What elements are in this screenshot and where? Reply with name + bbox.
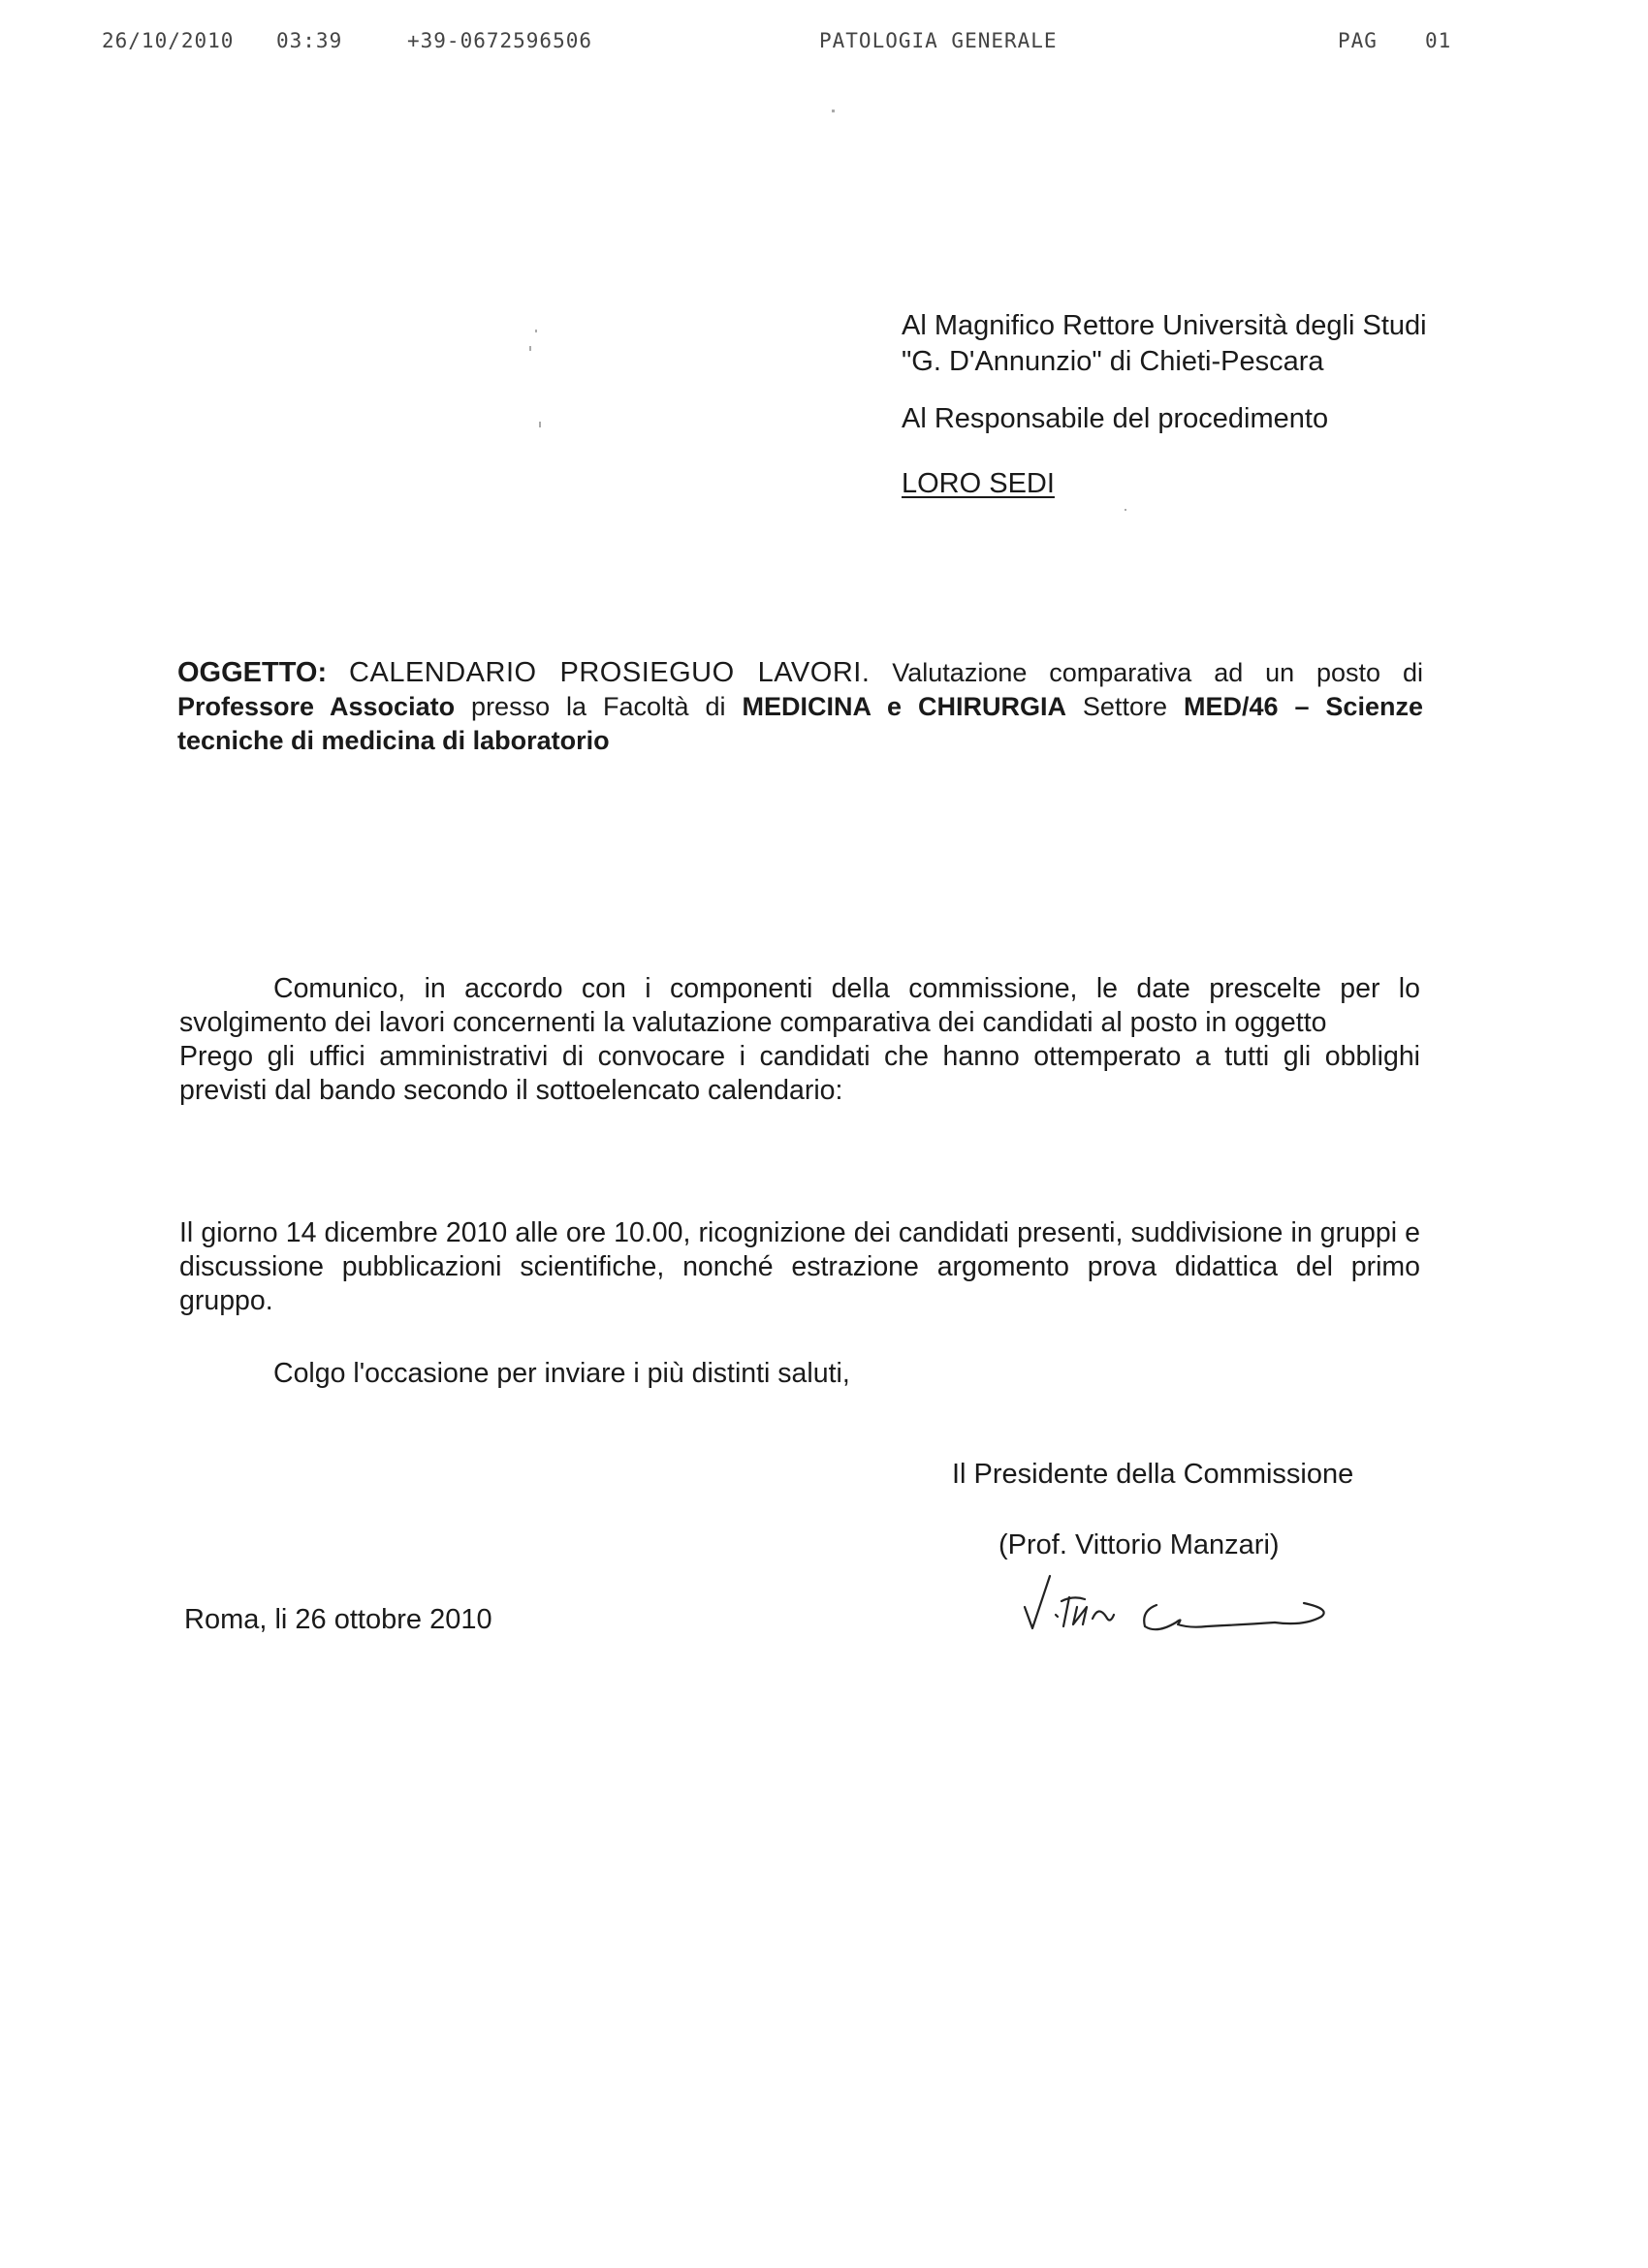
recipient-loro-sedi: LORO SEDI [902, 468, 1055, 499]
scan-speck [529, 346, 531, 351]
fax-time: 03:39 [276, 29, 343, 52]
fax-sender: PATOLOGIA GENERALE [819, 29, 1058, 52]
subject-text-2: presso la Facoltà di [471, 692, 726, 721]
body-paragraph-1b: Prego gli uffici amministrativi di convocare i candidati che hanno ottemperato a tutti gli obblighi previsti dal bando secondo il sottoelencato calendario: [179, 1041, 1420, 1106]
subject-block [177, 656, 1423, 758]
subject-calendar: CALENDARIO PROSIEGUO LAVORI. [349, 657, 871, 688]
recipient-responsible: Al Responsabile del procedimento [902, 403, 1329, 434]
handwritten-signature [1013, 1568, 1343, 1646]
subject-text-3: Settore [1082, 692, 1167, 721]
president-title: Il Presidente della Commissione [952, 1459, 1354, 1490]
recipient-rector: Al Magnifico Rettore Università degli Studi "G. D'Annunzio" di Chieti-Pescara [902, 310, 1427, 377]
scan-speck [1125, 509, 1126, 511]
subject-role: Professore Associato [177, 692, 456, 721]
recipients-block [902, 308, 1444, 502]
subject-faculty: MEDICINA e CHIRURGIA [742, 692, 1066, 721]
body-paragraph-2: Il giorno 14 dicembre 2010 alle ore 10.00, ricognizione dei candidati presenti, suddivisione in gruppi e discussione pubblicazioni scientifiche, nonché estrazione argomento prova didattica del primo gruppo. [179, 1217, 1420, 1316]
body-paragraph-1 [179, 972, 1420, 1108]
fax-page-number: 01 [1425, 29, 1452, 52]
body-paragraph-3: Colgo l'occasione per inviare i più distinti saluti, [273, 1358, 850, 1389]
scan-speck [535, 330, 537, 332]
subject-label: OGGETTO: [177, 657, 328, 688]
subject-sector: MED/46 – Scienze tecniche di medicina di laboratorio [177, 692, 1423, 755]
place-date: Roma, li 26 ottobre 2010 [184, 1604, 492, 1635]
fax-phone: +39-0672596506 [407, 29, 593, 52]
scan-speck [832, 110, 835, 112]
scan-speck [539, 422, 541, 427]
fax-date: 26/10/2010 [102, 29, 235, 52]
body-paragraph-1a: Comunico, in accordo con i componenti della commissione, le date prescelte per lo svolgimento dei lavori concernenti la valutazione comparativa dei candidati al posto in oggetto [179, 973, 1420, 1038]
president-name: (Prof. Vittorio Manzari) [998, 1529, 1280, 1560]
subject-text-1: Valutazione comparativa ad un posto di [892, 658, 1423, 687]
fax-page-label: PAG [1338, 29, 1378, 52]
